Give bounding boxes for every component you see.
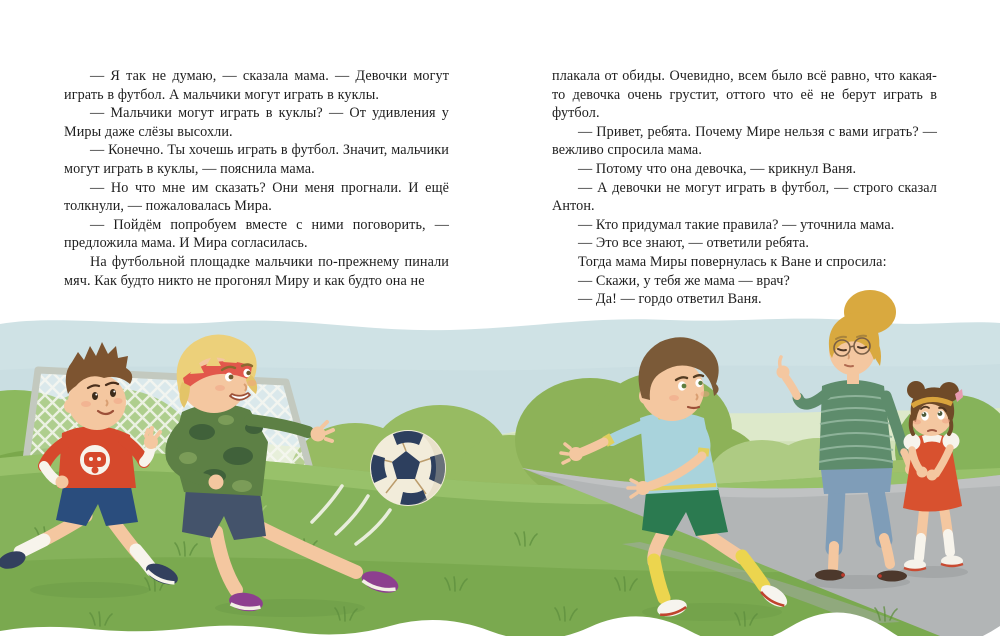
paragraph: плакала от обиды. Очевидно, всем было всё равно, что какая-то девочка очень грустит, оттого что её не берут играть в футбол. <box>552 68 937 122</box>
paragraph: — Привет, ребята. Почему Мире нельзя с вами играть? — вежливо спросила мама. <box>552 123 937 159</box>
paragraph: Тогда мама Миры повернулась к Ване и спросила: <box>578 253 887 270</box>
paragraph: — А девочки не могут играть в футбол, — строго сказал Антон. <box>552 179 937 215</box>
paragraph: — Кто придумал такие правила? — уточнила мама. <box>578 216 895 233</box>
paragraph: — Но что мне им сказать? Они меня прогнали. И ещё толкнули, — пожаловалась Мира. <box>64 179 449 215</box>
illustration-football-scene <box>0 290 1000 636</box>
paragraph: — Пойдём попробуем вместе с ними поговорить, — предложила мама. И Мира согласилась. <box>64 216 449 252</box>
paragraph: — Конечно. Ты хочешь играть в футбол. Значит, мальчики могут играть в куклы, — пояснила мама. <box>64 142 449 177</box>
left-page-text <box>64 67 449 290</box>
paragraph: — Я так не думаю, — сказала мама. — Девочки могут играть в футбол. А мальчики могут играть в куклы. <box>64 68 449 103</box>
paragraph: — Это все знают, — ответили ребята. <box>578 235 810 252</box>
paragraph: — Мальчики могут играть в куклы? — От удивления у Миры даже слёзы высохли. <box>64 105 449 140</box>
paragraph: — Скажи, у тебя же мама — врач? <box>578 272 790 289</box>
right-page-text <box>552 67 937 309</box>
paragraph: На футбольной площадке мальчики по-прежнему пинали мяч. Как будто никто не прогонял Миру и как будто она не <box>64 253 449 289</box>
paragraph: — Да! — гордо ответил Ваня. <box>578 291 762 308</box>
paragraph: — Потому что она девочка, — крикнул Ваня. <box>578 160 857 177</box>
